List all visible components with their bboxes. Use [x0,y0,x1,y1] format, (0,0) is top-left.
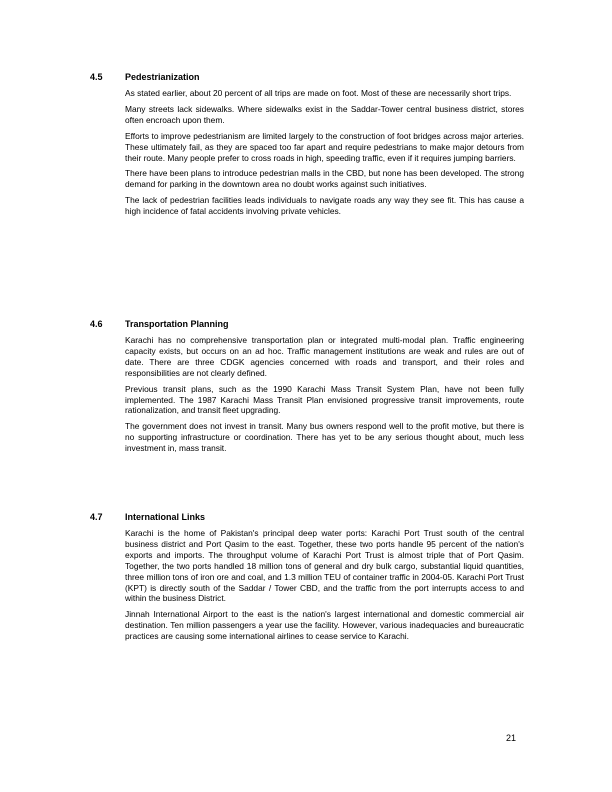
section-heading [90,71,524,83]
section-pedestrianization [90,71,524,222]
section-transportation-planning [90,318,524,459]
paragraph: Karachi has no comprehensive transportation plan or integrated multi-modal plan. Traffic engineering capacity exists, but occurs on an ad hoc. Traffic management institutions are weak and rules are out of date. There are three CDGK agencies concerned with roads and transport, and their roles and responsibilities are not clearly defined. [125,335,524,378]
paragraph: The government does not invest in transit. Many bus owners respond well to the profit motive, but there is no supporting infrastructure or coordination. There has yet to be any serious thought about, much less investment in, mass transit. [125,421,524,454]
paragraph: Jinnah International Airport to the east is the nation's largest international and domestic commercial air destination. Ten million passengers a year use the facility. However, various inadequacies and bureaucratic practices are causing some international airlines to cease service to Karachi. [125,609,524,642]
section-title: Transportation Planning [125,319,229,329]
section-international-links [90,511,524,647]
paragraph: Many streets lack sidewalks. Where sidewalks exist in the Saddar-Tower central business district, stores often encroach upon them. [125,103,524,125]
paragraph: Efforts to improve pedestrianism are limited largely to the construction of foot bridges across major arteries. These ultimately fail, as they are spaced too far apart and require pedestrians to make major detours from their route. Many people prefer to cross roads in high, speeding traffic, even if it requires jumping barriers. [125,130,524,163]
section-number: 4.7 [90,512,103,522]
section-heading [90,318,524,330]
paragraph: Previous transit plans, such as the 1990 Karachi Mass Transit System Plan, have not been fully implemented. The 1987 Karachi Mass Transit Plan envisioned progressive transit improvements, route rationalization, and transit fleet upgrading. [125,383,524,416]
section-number: 4.6 [90,319,103,329]
section-title: Pedestrianization [125,72,200,82]
paragraph: Karachi is the home of Pakistan's principal deep water ports: Karachi Port Trust south of the central business district and Port Qasim to the east. Together, these two ports handle 95 percent of the nation's exports and imports. The throughput volume of Karachi Port Trust is almost triple that of Port Qasim. Together, the two ports handled 18 million tons of general and dry bulk cargo, substantial liquid quantities, three million tons of iron ore and coal, and 1.3 million TEU of container traffic in 2004-05. Karachi Port Trust (KPT) is directly south of the Saddar / Tower CBD, and the traffic from the port interrupts access to and within the business District. [125,528,524,604]
section-heading [90,511,524,523]
paragraph: As stated earlier, about 20 percent of all trips are made on foot. Most of these are necessarily short trips. [125,88,512,98]
paragraph: There have been plans to introduce pedestrian malls in the CBD, but none has been developed. The strong demand for parking in the downtown area no doubt works against such initiatives. [125,168,524,190]
section-title: International Links [125,512,206,522]
paragraph: The lack of pedestrian facilities leads individuals to navigate roads any way they see fit. This has cause a high incidence of fatal accidents involving private vehicles. [125,195,524,217]
page-number: 21 [505,733,516,743]
section-number: 4.5 [90,72,103,82]
